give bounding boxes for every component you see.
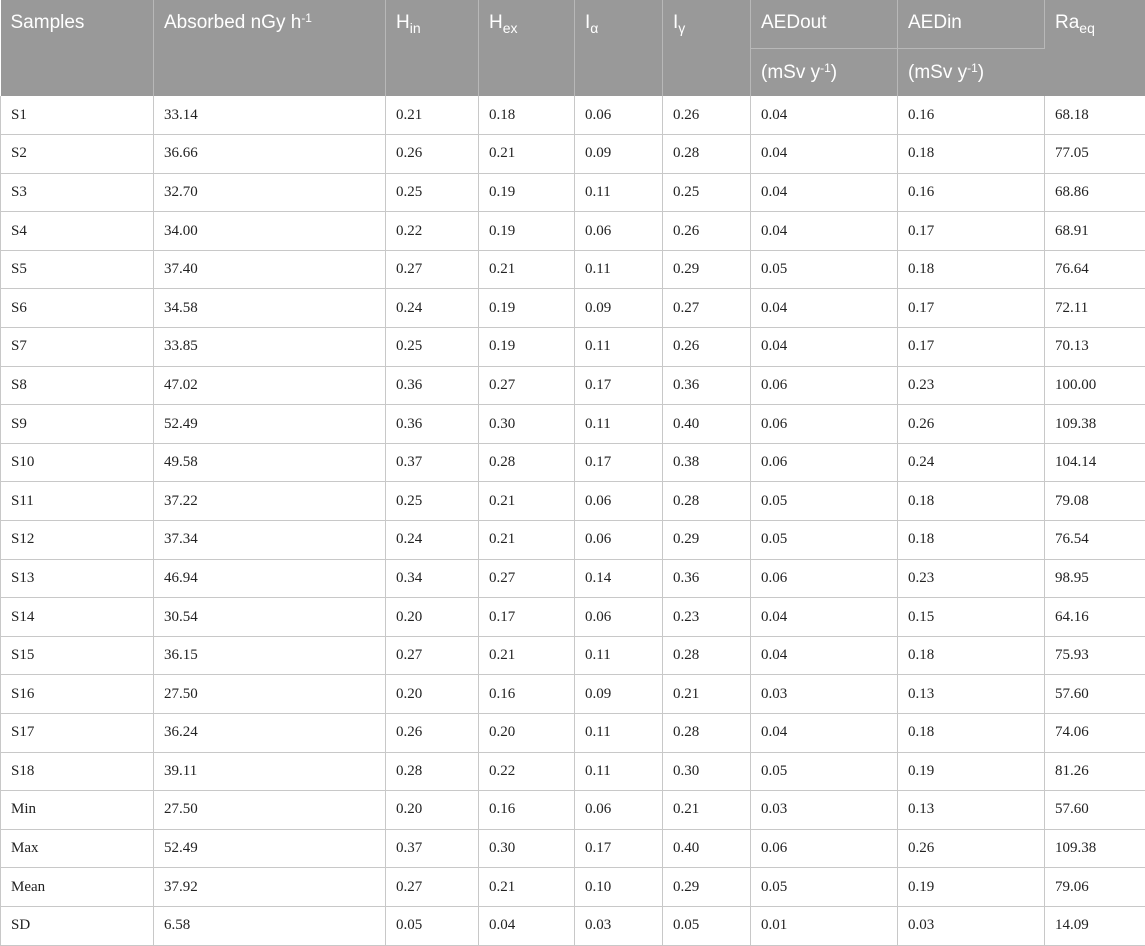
- table-header: [1, 0, 1145, 96]
- cell-i-gamma: 0.30: [663, 752, 751, 791]
- cell-aedout: 0.05: [751, 250, 898, 289]
- cell-i-alpha: 0.11: [575, 752, 663, 791]
- cell-raeq: 100.00: [1045, 366, 1145, 405]
- cell-raeq: 81.26: [1045, 752, 1145, 791]
- cell-aedout: 0.05: [751, 482, 898, 521]
- cell-hex: 0.17: [479, 598, 575, 637]
- cell-hex: 0.18: [479, 96, 575, 135]
- cell-hin: 0.27: [386, 868, 479, 907]
- table-row: [1, 752, 1145, 791]
- cell-absorbed-dose: 34.00: [154, 212, 386, 251]
- table-row: [1, 675, 1145, 714]
- header-aedin-unit: (mSv $y^{-1}$): [898, 48, 1045, 96]
- cell-hex: 0.19: [479, 173, 575, 212]
- table-row: [1, 868, 1145, 907]
- cell-hin: 0.20: [386, 791, 479, 830]
- cell-i-alpha: 0.06: [575, 96, 663, 135]
- cell-hex: 0.04: [479, 906, 575, 945]
- table-row: [1, 598, 1145, 637]
- table-row: [1, 521, 1145, 560]
- cell-aedout: 0.04: [751, 212, 898, 251]
- cell-aedout: 0.06: [751, 829, 898, 868]
- cell-absorbed-dose: 47.02: [154, 366, 386, 405]
- cell-sample: S12: [1, 521, 154, 560]
- cell-hin: 0.05: [386, 906, 479, 945]
- cell-i-alpha: 0.11: [575, 250, 663, 289]
- table-row: [1, 173, 1145, 212]
- cell-sample: S8: [1, 366, 154, 405]
- table-row: [1, 482, 1145, 521]
- table-row: [1, 906, 1145, 945]
- cell-raeq: 75.93: [1045, 636, 1145, 675]
- cell-absorbed-dose: 46.94: [154, 559, 386, 598]
- header-aedout: AEDout: [751, 0, 898, 48]
- cell-absorbed-dose: 37.22: [154, 482, 386, 521]
- table-row: [1, 829, 1145, 868]
- table-row: [1, 405, 1145, 444]
- cell-hex: 0.19: [479, 328, 575, 367]
- table-row: [1, 250, 1145, 289]
- cell-aedin: 0.15: [898, 598, 1045, 637]
- cell-sample: Max: [1, 829, 154, 868]
- cell-raeq: 57.60: [1045, 791, 1145, 830]
- cell-i-gamma: 0.29: [663, 250, 751, 289]
- cell-raeq: 70.13: [1045, 328, 1145, 367]
- cell-aedout: 0.05: [751, 868, 898, 907]
- cell-hin: 0.27: [386, 250, 479, 289]
- cell-hin: 0.27: [386, 636, 479, 675]
- cell-i-alpha: 0.11: [575, 714, 663, 753]
- cell-i-alpha: 0.17: [575, 366, 663, 405]
- cell-i-gamma: 0.38: [663, 443, 751, 482]
- cell-hin: 0.24: [386, 289, 479, 328]
- cell-sample: S5: [1, 250, 154, 289]
- cell-hex: 0.28: [479, 443, 575, 482]
- cell-aedout: 0.01: [751, 906, 898, 945]
- cell-raeq: 68.18: [1045, 96, 1145, 135]
- cell-aedin: 0.18: [898, 135, 1045, 174]
- cell-i-alpha: 0.06: [575, 521, 663, 560]
- cell-sample: S17: [1, 714, 154, 753]
- cell-aedin: 0.13: [898, 791, 1045, 830]
- header-absorbed-dose: Absorbed nGy $h^{-1}$: [154, 0, 386, 96]
- table-row: [1, 212, 1145, 251]
- cell-aedin: 0.19: [898, 868, 1045, 907]
- cell-raeq: 14.09: [1045, 906, 1145, 945]
- cell-sample: S11: [1, 482, 154, 521]
- cell-aedout: 0.04: [751, 289, 898, 328]
- table-row: [1, 714, 1145, 753]
- cell-sample: S10: [1, 443, 154, 482]
- cell-i-gamma: 0.29: [663, 868, 751, 907]
- cell-i-alpha: 0.11: [575, 636, 663, 675]
- cell-i-gamma: 0.28: [663, 482, 751, 521]
- cell-aedout: 0.04: [751, 96, 898, 135]
- cell-aedin: 0.03: [898, 906, 1045, 945]
- cell-absorbed-dose: 33.14: [154, 96, 386, 135]
- cell-sample: Mean: [1, 868, 154, 907]
- cell-i-alpha: 0.11: [575, 328, 663, 367]
- cell-aedout: 0.04: [751, 173, 898, 212]
- cell-sample: S3: [1, 173, 154, 212]
- cell-i-gamma: 0.21: [663, 791, 751, 830]
- cell-aedin: 0.16: [898, 96, 1045, 135]
- cell-hin: 0.37: [386, 443, 479, 482]
- cell-aedout: 0.04: [751, 714, 898, 753]
- cell-hex: 0.21: [479, 636, 575, 675]
- cell-hin: 0.26: [386, 714, 479, 753]
- cell-aedin: 0.19: [898, 752, 1045, 791]
- cell-hin: 0.26: [386, 135, 479, 174]
- cell-i-gamma: 0.26: [663, 328, 751, 367]
- cell-hin: 0.36: [386, 366, 479, 405]
- cell-i-alpha: 0.06: [575, 598, 663, 637]
- cell-aedout: 0.06: [751, 405, 898, 444]
- cell-aedin: 0.17: [898, 289, 1045, 328]
- cell-hex: 0.30: [479, 829, 575, 868]
- cell-i-alpha: 0.09: [575, 289, 663, 328]
- table-row: [1, 559, 1145, 598]
- header-raeq: $Ra_{eq}$: [1045, 0, 1145, 96]
- cell-absorbed-dose: 34.58: [154, 289, 386, 328]
- cell-i-gamma: 0.27: [663, 289, 751, 328]
- cell-absorbed-dose: 6.58: [154, 906, 386, 945]
- cell-aedin: 0.17: [898, 212, 1045, 251]
- cell-aedout: 0.04: [751, 135, 898, 174]
- cell-aedin: 0.18: [898, 482, 1045, 521]
- cell-raeq: 79.06: [1045, 868, 1145, 907]
- cell-aedin: 0.17: [898, 328, 1045, 367]
- cell-i-gamma: 0.36: [663, 366, 751, 405]
- cell-raeq: 76.54: [1045, 521, 1145, 560]
- cell-i-gamma: 0.28: [663, 135, 751, 174]
- table-row: [1, 366, 1145, 405]
- cell-i-alpha: 0.06: [575, 791, 663, 830]
- cell-hex: 0.30: [479, 405, 575, 444]
- cell-i-gamma: 0.05: [663, 906, 751, 945]
- cell-hex: 0.21: [479, 250, 575, 289]
- cell-hex: 0.27: [479, 366, 575, 405]
- cell-sample: Min: [1, 791, 154, 830]
- cell-hex: 0.21: [479, 482, 575, 521]
- cell-absorbed-dose: 52.49: [154, 405, 386, 444]
- cell-aedin: 0.26: [898, 405, 1045, 444]
- cell-hex: 0.21: [479, 135, 575, 174]
- cell-i-gamma: 0.21: [663, 675, 751, 714]
- cell-hin: 0.20: [386, 675, 479, 714]
- cell-hin: 0.25: [386, 482, 479, 521]
- cell-absorbed-dose: 37.34: [154, 521, 386, 560]
- cell-aedin: 0.18: [898, 250, 1045, 289]
- cell-hex: 0.22: [479, 752, 575, 791]
- cell-sample: S7: [1, 328, 154, 367]
- cell-sample: S18: [1, 752, 154, 791]
- table-row: [1, 443, 1145, 482]
- table-row: [1, 135, 1145, 174]
- cell-i-gamma: 0.23: [663, 598, 751, 637]
- cell-hin: 0.20: [386, 598, 479, 637]
- cell-hin: 0.36: [386, 405, 479, 444]
- cell-aedin: 0.26: [898, 829, 1045, 868]
- cell-sample: S9: [1, 405, 154, 444]
- table-row: [1, 289, 1145, 328]
- cell-i-alpha: 0.09: [575, 135, 663, 174]
- cell-sample: SD: [1, 906, 154, 945]
- cell-raeq: 74.06: [1045, 714, 1145, 753]
- cell-aedout: 0.06: [751, 366, 898, 405]
- cell-i-alpha: 0.10: [575, 868, 663, 907]
- cell-hex: 0.27: [479, 559, 575, 598]
- cell-i-gamma: 0.28: [663, 714, 751, 753]
- cell-sample: S4: [1, 212, 154, 251]
- cell-absorbed-dose: 30.54: [154, 598, 386, 637]
- cell-aedout: 0.05: [751, 521, 898, 560]
- cell-hin: 0.24: [386, 521, 479, 560]
- cell-aedout: 0.04: [751, 328, 898, 367]
- cell-sample: S13: [1, 559, 154, 598]
- cell-absorbed-dose: 36.24: [154, 714, 386, 753]
- cell-aedin: 0.24: [898, 443, 1045, 482]
- cell-i-gamma: 0.25: [663, 173, 751, 212]
- cell-i-gamma: 0.26: [663, 212, 751, 251]
- cell-i-gamma: 0.28: [663, 636, 751, 675]
- cell-i-alpha: 0.11: [575, 405, 663, 444]
- cell-aedin: 0.18: [898, 714, 1045, 753]
- cell-raeq: 98.95: [1045, 559, 1145, 598]
- cell-absorbed-dose: 39.11: [154, 752, 386, 791]
- table-row: [1, 791, 1145, 830]
- cell-hex: 0.21: [479, 521, 575, 560]
- cell-i-gamma: 0.36: [663, 559, 751, 598]
- cell-sample: S15: [1, 636, 154, 675]
- cell-hin: 0.22: [386, 212, 479, 251]
- cell-hin: 0.25: [386, 173, 479, 212]
- cell-hin: 0.28: [386, 752, 479, 791]
- cell-hex: 0.16: [479, 675, 575, 714]
- table-row: [1, 96, 1145, 135]
- cell-raeq: 76.64: [1045, 250, 1145, 289]
- header-hex: $H_{ex}$: [479, 0, 575, 96]
- cell-i-alpha: 0.14: [575, 559, 663, 598]
- cell-raeq: 57.60: [1045, 675, 1145, 714]
- cell-i-gamma: 0.26: [663, 96, 751, 135]
- cell-sample: S6: [1, 289, 154, 328]
- cell-hin: 0.37: [386, 829, 479, 868]
- cell-absorbed-dose: 52.49: [154, 829, 386, 868]
- cell-aedin: 0.18: [898, 521, 1045, 560]
- cell-hex: 0.21: [479, 868, 575, 907]
- cell-i-alpha: 0.06: [575, 482, 663, 521]
- header-aedout-unit: (mSv $y^{-1}$): [751, 48, 898, 96]
- cell-hex: 0.19: [479, 289, 575, 328]
- cell-raeq: 68.91: [1045, 212, 1145, 251]
- cell-aedout: 0.04: [751, 598, 898, 637]
- cell-i-gamma: 0.29: [663, 521, 751, 560]
- cell-i-alpha: 0.06: [575, 212, 663, 251]
- table-row: [1, 636, 1145, 675]
- header-aedin: AEDin: [898, 0, 1045, 48]
- cell-i-alpha: 0.09: [575, 675, 663, 714]
- cell-aedout: 0.06: [751, 559, 898, 598]
- cell-hin: 0.21: [386, 96, 479, 135]
- cell-aedout: 0.03: [751, 675, 898, 714]
- cell-sample: S1: [1, 96, 154, 135]
- cell-aedin: 0.13: [898, 675, 1045, 714]
- cell-i-alpha: 0.17: [575, 829, 663, 868]
- header-i-gamma: $I_\gamma$: [663, 0, 751, 96]
- cell-aedout: 0.03: [751, 791, 898, 830]
- cell-sample: S16: [1, 675, 154, 714]
- cell-raeq: 64.16: [1045, 598, 1145, 637]
- header-hin: $H_{in}$: [386, 0, 479, 96]
- cell-raeq: 109.38: [1045, 405, 1145, 444]
- cell-absorbed-dose: 27.50: [154, 675, 386, 714]
- cell-absorbed-dose: 32.70: [154, 173, 386, 212]
- cell-absorbed-dose: 49.58: [154, 443, 386, 482]
- cell-i-gamma: 0.40: [663, 829, 751, 868]
- cell-hex: 0.16: [479, 791, 575, 830]
- cell-i-gamma: 0.40: [663, 405, 751, 444]
- header-samples: Samples: [1, 0, 154, 96]
- cell-i-alpha: 0.03: [575, 906, 663, 945]
- cell-absorbed-dose: 37.92: [154, 868, 386, 907]
- cell-hin: 0.25: [386, 328, 479, 367]
- cell-aedout: 0.05: [751, 752, 898, 791]
- cell-absorbed-dose: 27.50: [154, 791, 386, 830]
- cell-hin: 0.34: [386, 559, 479, 598]
- cell-sample: S14: [1, 598, 154, 637]
- table-body: [1, 96, 1145, 945]
- cell-hex: 0.20: [479, 714, 575, 753]
- cell-raeq: 72.11: [1045, 289, 1145, 328]
- cell-aedout: 0.04: [751, 636, 898, 675]
- cell-absorbed-dose: 33.85: [154, 328, 386, 367]
- cell-hex: 0.19: [479, 212, 575, 251]
- cell-raeq: 77.05: [1045, 135, 1145, 174]
- cell-aedin: 0.16: [898, 173, 1045, 212]
- cell-absorbed-dose: 37.40: [154, 250, 386, 289]
- cell-i-alpha: 0.11: [575, 173, 663, 212]
- cell-absorbed-dose: 36.15: [154, 636, 386, 675]
- cell-raeq: 109.38: [1045, 829, 1145, 868]
- cell-aedout: 0.06: [751, 443, 898, 482]
- cell-aedin: 0.23: [898, 366, 1045, 405]
- cell-sample: S2: [1, 135, 154, 174]
- cell-absorbed-dose: 36.66: [154, 135, 386, 174]
- cell-raeq: 68.86: [1045, 173, 1145, 212]
- cell-raeq: 104.14: [1045, 443, 1145, 482]
- cell-aedin: 0.18: [898, 636, 1045, 675]
- table-row: [1, 328, 1145, 367]
- cell-aedin: 0.23: [898, 559, 1045, 598]
- cell-i-alpha: 0.17: [575, 443, 663, 482]
- cell-raeq: 79.08: [1045, 482, 1145, 521]
- header-i-alpha: $I_\alpha$: [575, 0, 663, 96]
